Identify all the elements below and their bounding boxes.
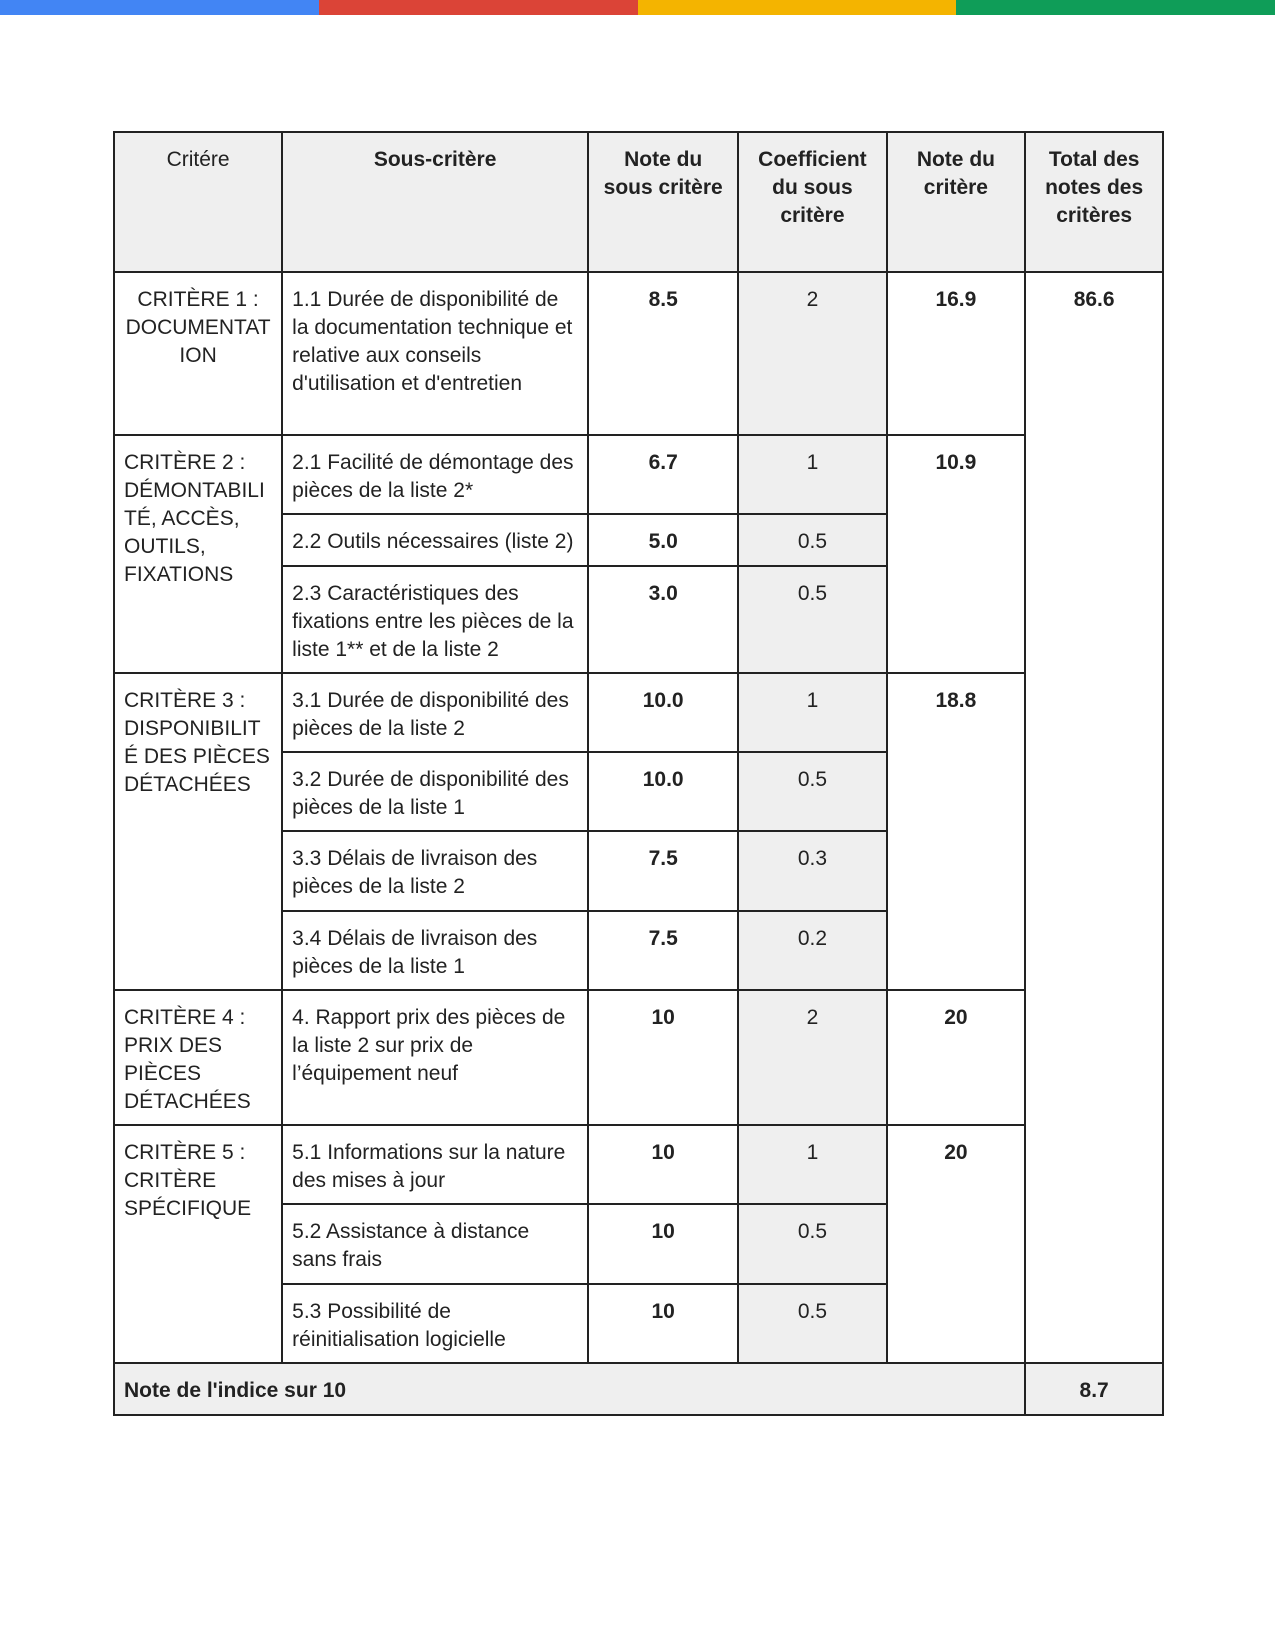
subcriterion-note: 7.5	[588, 911, 738, 990]
subcriterion-coefficient: 1	[738, 435, 886, 514]
repairability-score-table	[113, 131, 1164, 1416]
subcriterion-label: 3.3 Délais de livraison des pièces de la liste 2	[282, 831, 588, 911]
header-critere: Critére	[114, 132, 282, 272]
brand-bar-blue	[0, 0, 319, 15]
table-footer-row	[114, 1363, 1163, 1415]
header-note-critere: Note du critère	[887, 132, 1026, 272]
table-row	[114, 673, 1163, 752]
subcriterion-note: 10	[588, 1284, 738, 1363]
subcriterion-coefficient: 0.2	[738, 911, 886, 990]
subcriterion-note: 6.7	[588, 435, 738, 514]
subcriterion-coefficient: 2	[738, 990, 886, 1125]
criterion-label: CRITÈRE 3 : DISPONIBILITÉ DES PIÈCES DÉTACHÉES	[114, 673, 282, 990]
index-score-label: Note de l'indice sur 10	[114, 1363, 1025, 1415]
subcriterion-label: 5.2 Assistance à distance sans frais	[282, 1204, 588, 1284]
table-row	[114, 435, 1163, 514]
subcriterion-coefficient: 0.5	[738, 1284, 886, 1363]
header-coefficient: Coefficient du sous critère	[738, 132, 886, 272]
subcriterion-note: 3.0	[588, 566, 738, 673]
subcriterion-label: 3.4 Délais de livraison des pièces de la liste 1	[282, 911, 588, 990]
brand-bar-red	[319, 0, 638, 15]
subcriterion-label: 1.1 Durée de disponibilité de la documentation technique et relative aux conseils d'utilisation et d'entretien	[282, 272, 588, 435]
criterion-label: CRITÈRE 1 : DOCUMENTATION	[114, 272, 282, 435]
header-sous-critere: Sous-critère	[282, 132, 588, 272]
subcriterion-coefficient: 0.5	[738, 752, 886, 831]
subcriterion-label: 5.1 Informations sur la nature des mises à jour	[282, 1125, 588, 1204]
subcriterion-coefficient: 0.5	[738, 1204, 886, 1284]
subcriterion-label: 4. Rapport prix des pièces de la liste 2 sur prix de l’équipement neuf	[282, 990, 588, 1125]
criterion-label: CRITÈRE 5 : CRITÈRE SPÉCIFIQUE	[114, 1125, 282, 1363]
subcriterion-coefficient: 2	[738, 272, 886, 435]
subcriterion-note: 7.5	[588, 831, 738, 911]
subcriterion-note: 8.5	[588, 272, 738, 435]
subcriterion-coefficient: 0.3	[738, 831, 886, 911]
index-score-value: 8.7	[1025, 1363, 1163, 1415]
table-header-row	[114, 132, 1163, 272]
subcriterion-note: 10.0	[588, 752, 738, 831]
subcriterion-label: 3.2 Durée de disponibilité des pièces de la liste 1	[282, 752, 588, 831]
subcriterion-note: 10	[588, 1125, 738, 1204]
brand-color-bar	[0, 0, 1275, 15]
brand-bar-green	[956, 0, 1275, 15]
criterion-note: 16.9	[887, 272, 1026, 435]
criterion-label: CRITÈRE 4 : PRIX DES PIÈCES DÉTACHÉES	[114, 990, 282, 1125]
total-notes-cell: 86.6	[1025, 272, 1163, 1363]
header-total: Total des notes des critères	[1025, 132, 1163, 272]
subcriterion-note: 5.0	[588, 514, 738, 566]
criterion-label: CRITÈRE 2 : DÉMONTABILITÉ, ACCÈS, OUTILS, FIXATIONS	[114, 435, 282, 673]
subcriterion-coefficient: 0.5	[738, 514, 886, 566]
table-row	[114, 1125, 1163, 1204]
subcriterion-note: 10	[588, 1204, 738, 1284]
subcriterion-label: 5.3 Possibilité de réinitialisation logicielle	[282, 1284, 588, 1363]
brand-bar-yellow	[638, 0, 957, 15]
subcriterion-coefficient: 0.5	[738, 566, 886, 673]
criterion-note: 20	[887, 1125, 1026, 1363]
criterion-note: 20	[887, 990, 1026, 1125]
subcriterion-label: 2.1 Facilité de démontage des pièces de la liste 2*	[282, 435, 588, 514]
criterion-note: 10.9	[887, 435, 1026, 673]
subcriterion-coefficient: 1	[738, 673, 886, 752]
subcriterion-label: 2.3 Caractéristiques des fixations entre les pièces de la liste 1** et de la liste 2	[282, 566, 588, 673]
table-row	[114, 272, 1163, 435]
subcriterion-coefficient: 1	[738, 1125, 886, 1204]
table-row	[114, 990, 1163, 1125]
subcriterion-label: 3.1 Durée de disponibilité des pièces de la liste 2	[282, 673, 588, 752]
subcriterion-note: 10.0	[588, 673, 738, 752]
subcriterion-note: 10	[588, 990, 738, 1125]
criterion-note: 18.8	[887, 673, 1026, 990]
subcriterion-label: 2.2 Outils nécessaires (liste 2)	[282, 514, 588, 566]
header-note-sous-critere: Note du sous critère	[588, 132, 738, 272]
